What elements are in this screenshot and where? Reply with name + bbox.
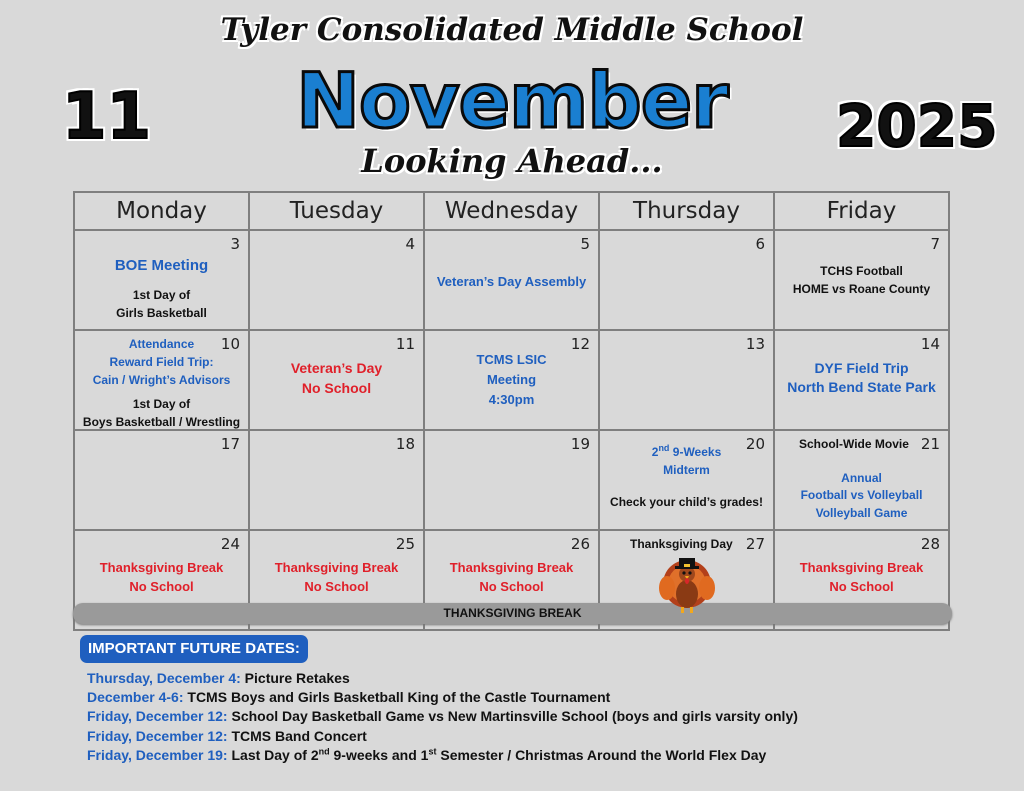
future-date-label: Friday, December 12: xyxy=(87,728,228,744)
event-text-part: 9-Weeks xyxy=(669,445,722,459)
event-text: School-Wide Movie xyxy=(799,437,909,451)
day-cell-3 xyxy=(74,230,249,330)
day-number: 26 xyxy=(570,535,590,553)
day-number: 7 xyxy=(930,235,940,253)
future-date-text: Last Day of 2 xyxy=(227,747,319,763)
weekday-header-row xyxy=(74,192,949,230)
future-date-text: School Day Basketball Game vs New Martinsville School (boys and girls varsity only) xyxy=(227,708,798,724)
day-number: 20 xyxy=(745,435,765,453)
day-number: 14 xyxy=(920,335,940,353)
event-text: Volleyball Game xyxy=(815,506,908,520)
school-name: Tyler Consolidated Middle School xyxy=(220,12,804,48)
header-tuesday: Tuesday xyxy=(249,192,424,230)
ordinal-suffix: st xyxy=(428,746,437,757)
thanksgiving-break-bar: THANKSGIVING BREAK xyxy=(73,603,952,624)
ordinal-suffix: nd xyxy=(318,746,330,757)
day-number: 28 xyxy=(920,535,940,553)
day-cell-21 xyxy=(774,430,949,530)
event-text: Girls Basketball xyxy=(116,306,207,320)
calendar-grid xyxy=(73,191,950,628)
week-row xyxy=(74,230,949,330)
day-cell-12 xyxy=(424,330,599,430)
day-number: 4 xyxy=(405,235,415,253)
event-text: Annual xyxy=(841,471,882,485)
event-text: No School xyxy=(479,579,544,594)
event-text: Midterm xyxy=(663,463,710,477)
event-text: Thanksgiving Day xyxy=(630,537,733,551)
event-text: Cain / Wright’s Advisors xyxy=(92,373,231,387)
day-number: 17 xyxy=(220,435,240,453)
event-boe-meeting: BOE Meeting xyxy=(114,257,209,274)
future-date-text: TCMS Boys and Girls Basketball King of the Castle Tournament xyxy=(183,689,611,705)
day-cell-14 xyxy=(774,330,949,430)
day-cell-5 xyxy=(424,230,599,330)
day-cell-10 xyxy=(74,330,249,430)
subtitle: Looking Ahead... xyxy=(361,142,663,180)
future-dates-heading: IMPORTANT FUTURE DATES: xyxy=(80,635,308,663)
day-cell-17 xyxy=(74,430,249,530)
day-cell-19 xyxy=(424,430,599,530)
week-row xyxy=(74,430,949,530)
event-text: Boys Basketball / Wrestling xyxy=(82,415,241,429)
future-date-item xyxy=(87,727,367,745)
header-wednesday: Wednesday xyxy=(424,192,599,230)
future-date-text: Semester / Christmas Around the World Flex Day xyxy=(436,747,767,763)
event-text: Veteran’s Day xyxy=(290,360,383,376)
event-text: North Bend State Park xyxy=(787,379,936,395)
day-cell-20 xyxy=(599,430,774,530)
event-text: HOME vs Roane County xyxy=(792,282,931,296)
day-number: 13 xyxy=(745,335,765,353)
header-friday: Friday xyxy=(774,192,949,230)
event-text: No School xyxy=(829,579,894,594)
event-text: Thanksgiving Break xyxy=(449,560,574,575)
event-text: Football vs Volleyball xyxy=(800,488,923,502)
day-cell-6 xyxy=(599,230,774,330)
event-text: 4:30pm xyxy=(488,392,535,407)
future-date-label: December 4-6: xyxy=(87,689,184,705)
future-date-label: Friday, December 19: xyxy=(87,747,228,763)
event-veterans-assembly: Veteran’s Day Assembly xyxy=(436,274,587,289)
future-date-text: Picture Retakes xyxy=(240,670,350,686)
future-date-text: 9-weeks and 1 xyxy=(329,747,429,763)
event-text: Meeting xyxy=(486,372,537,387)
turkey-icon xyxy=(655,554,719,614)
day-number: 19 xyxy=(570,435,590,453)
future-date-label: Friday, December 12: xyxy=(87,708,228,724)
event-text: Thanksgiving Break xyxy=(799,560,924,575)
day-cell-11 xyxy=(249,330,424,430)
day-cell-7 xyxy=(774,230,949,330)
event-text: No School xyxy=(129,579,194,594)
event-text: Thanksgiving Break xyxy=(274,560,399,575)
week-row xyxy=(74,330,949,430)
future-date-item xyxy=(87,688,610,706)
header-monday: Monday xyxy=(74,192,249,230)
day-number: 27 xyxy=(745,535,765,553)
day-number: 24 xyxy=(220,535,240,553)
year: 2025 xyxy=(836,92,998,160)
ordinal-suffix: nd xyxy=(658,443,670,453)
day-number: 3 xyxy=(230,235,240,253)
future-date-item xyxy=(87,746,766,764)
event-text: No School xyxy=(301,380,372,396)
event-text: TCHS Football xyxy=(820,264,903,278)
day-number: 11 xyxy=(395,335,415,353)
event-text: TCMS LSIC xyxy=(476,352,547,367)
event-text: Check your child’s grades! xyxy=(610,495,763,509)
day-number: 10 xyxy=(220,335,240,353)
future-date-text: TCMS Band Concert xyxy=(227,728,367,744)
event-text: Thanksgiving Break xyxy=(99,560,224,575)
event-text-part: 2 xyxy=(651,445,659,459)
event-text: 1st Day of xyxy=(132,288,191,302)
day-cell-4 xyxy=(249,230,424,330)
event-text xyxy=(600,443,773,461)
month-title: November xyxy=(296,56,728,145)
header-thursday: Thursday xyxy=(599,192,774,230)
day-cell-18 xyxy=(249,430,424,530)
day-number: 21 xyxy=(920,435,940,453)
event-text: No School xyxy=(304,579,369,594)
day-number: 18 xyxy=(395,435,415,453)
day-number: 6 xyxy=(755,235,765,253)
day-number: 25 xyxy=(395,535,415,553)
event-text: 1st Day of xyxy=(132,397,191,411)
future-date-label: Thursday, December 4: xyxy=(87,670,241,686)
event-text: Reward Field Trip: xyxy=(109,355,214,369)
day-cell-13 xyxy=(599,330,774,430)
event-text: Attendance xyxy=(128,337,195,351)
month-number: 11 xyxy=(62,80,152,154)
event-text: DYF Field Trip xyxy=(814,360,909,376)
day-number: 5 xyxy=(580,235,590,253)
future-date-item xyxy=(87,707,798,725)
future-date-item xyxy=(87,669,350,687)
day-number: 12 xyxy=(570,335,590,353)
